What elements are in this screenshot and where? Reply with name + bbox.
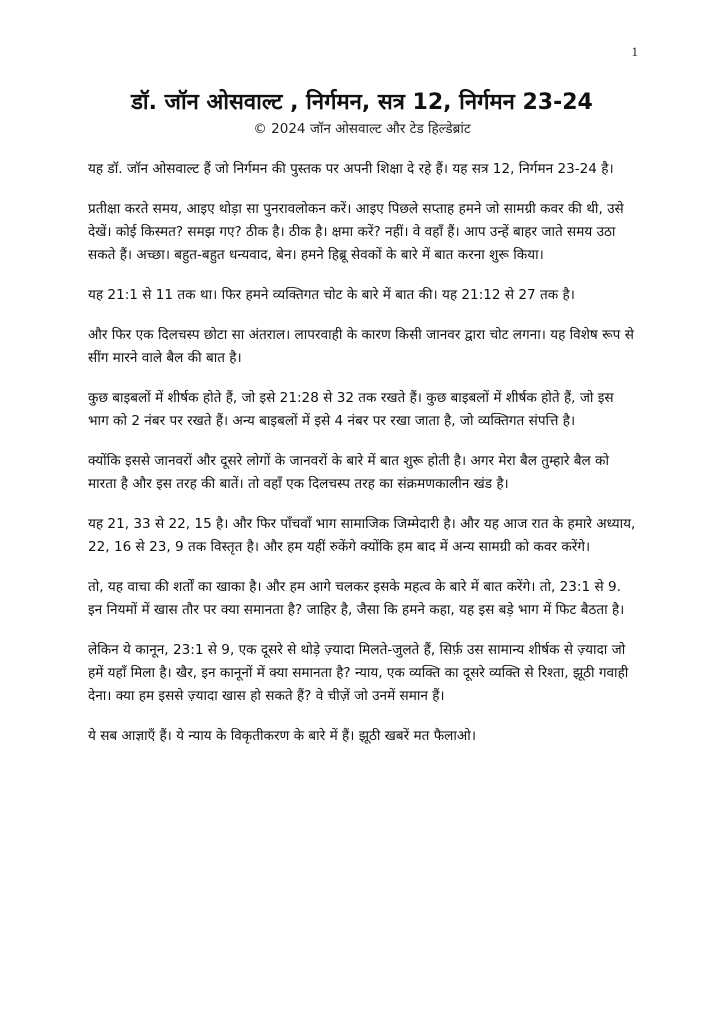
paragraph: कुछ बाइबलों में शीर्षक होते हैं, जो इसे 21:28 से 32 तक रखते हैं। कुछ बाइबलों में शीर्षक होते हैं, जो इस भाग को 2 नंबर पर रखते हैं। अन्य बाइबलों में इसे 4 नंबर पर रखा जाता है, जो व्यक्तिगत संपत्ति है। <box>88 390 614 429</box>
paragraph: यह डॉ. जॉन ओसवाल्ट हैं जो निर्गमन की पुस्तक पर अपनी शिक्षा दे रहे हैं। यह सत्र 12, निर्गमन 23-24 है। <box>88 161 614 177</box>
paragraph: यह 21, 33 से 22, 15 है। और फिर पाँचवाँ भाग सामाजिक जिम्मेदारी है। और यह आज रात के हमारे अध्याय, 22, 16 से 23, 9 तक विस्तृत है। और हम यहीं रुकेंगे क्योंकि हम बाद में अन्य सामग्री को कवर करेंगे। <box>88 516 636 555</box>
document-title: डॉ. जॉन ओसवाल्ट , निर्गमन, सत्र 12, निर्गमन 23-24 <box>131 90 593 115</box>
paragraph: तो, यह वाचा की शर्तों का खाका है। और हम आगे चलकर इसके महत्व के बारे में बात करेंगे। तो, 23:1 से 9. इन नियमों में खास तौर पर क्या समानता है? जाहिर है, जैसा कि हमने कहा, यह इस बड़े भाग में फिट बैठता है। <box>88 579 625 618</box>
document-header <box>88 88 636 139</box>
paragraph: और फिर एक दिलचस्प छोटा सा अंतराल। लापरवाही के कारण किसी जानवर द्वारा चोट लगना। यह विशेष रूप से सींग मारने वाले बैल की बात है। <box>88 327 634 366</box>
page-number: 1 <box>631 44 638 59</box>
paragraph: क्योंकि इससे जानवरों और दूसरे लोगों के जानवरों के बारे में बात शुरू होती है। अगर मेरा बैल तुम्हारे बैल को मारता है और इस तरह की बातें। तो वहाँ एक दिलचस्प तरह का संक्रमणकालीन खंड है। <box>88 453 609 492</box>
paragraph: यह 21:1 से 11 तक था। फिर हमने व्यक्तिगत चोट के बारे में बात की। यह 21:12 से 27 तक है। <box>88 287 575 303</box>
paragraph: ये सब आज्ञाएँ हैं। ये न्याय के विकृतीकरण के बारे में हैं। झूठी खबरें मत फैलाओ। <box>88 728 476 744</box>
paragraph: प्रतीक्षा करते समय, आइए थोड़ा सा पुनरावलोकन करें। आइए पिछले सप्ताह हमने जो सामग्री कवर की थी, उसे देखें। कोई किस्मत? समझ गए? ठीक है। ठीक है। क्षमा करें? नहीं। वे वहाँ हैं। आप उन्हें बाहर जाते समय उठा सकते हैं। अच्छा। बहुत-बहुत धन्यवाद, बेन। हमने हिब्रू सेवकों के बारे में बात करना शुरू किया। <box>88 201 624 263</box>
paragraph: लेकिन ये कानून, 23:1 से 9, एक दूसरे से थोड़े ज़्यादा मिलते-जुलते हैं, सिर्फ़ उस सामान्य शीर्षक से ज़्यादा जो हमें यहाँ मिला है। खैर, इन कानूनों में क्या समानता है? न्याय, एक व्यक्ति का दूसरे व्यक्ति से रिश्ता, झूठी गवाही देना। क्या हम इससे ज़्यादा खास हो सकते हैं? वे चीज़ें जो उनमें समान हैं। <box>88 642 629 704</box>
copyright-line: © 2024 जॉन ओसवाल्ट और टेड हिल्डेब्रांट <box>253 121 471 137</box>
document-body <box>88 158 638 765</box>
